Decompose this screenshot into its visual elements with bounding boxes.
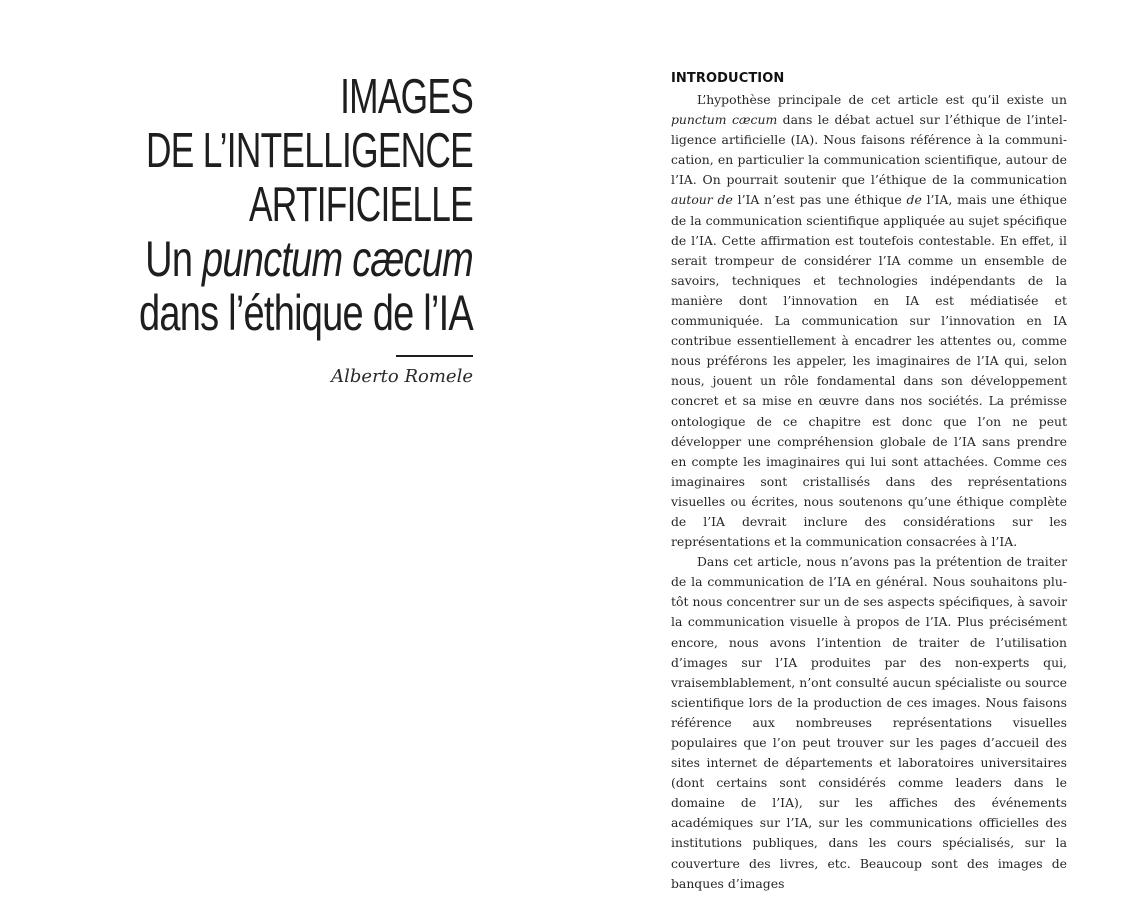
p1-text-c: l’IA n’est pas une éthique	[732, 192, 907, 208]
p1-text-b: dans le débat actuel sur l’éthique de l’intelligence artificielle (IA). Nous faisons référence à la communication, en particulier la communication scientifique, autour de l’IA. On pourrait soutenir que l’éthique de la communication	[671, 112, 1068, 188]
chapter-title-line-3: ARTIFICIELLE	[248, 178, 473, 232]
chapter-title-block	[13, 70, 473, 340]
chapter-title-line-2: DE L’INTELLIGENCE	[146, 124, 473, 178]
right-page	[671, 70, 1067, 894]
subtitle-prefix: Un	[145, 231, 202, 287]
section-heading: INTRODUCTION	[671, 71, 785, 86]
p1-text-a: L’hypothèse principale de cet article est qu’il existe un	[697, 92, 1067, 107]
p1-italic-b: autour de	[671, 192, 733, 208]
p1-italic-c: de	[906, 192, 922, 208]
p1-text-d: l’IA, mais une éthique de la communication scientifique appliquée au sujet spécifique de l’IA. Cette affirmation est toutefois contestable. En effet, il serait trompeur de considérer l’IA comme un ensemble de savoirs, techniques et technologies indépendants de la manière dont l’innovation en IA est médiatisée et communiquée. La communication sur l’innovation en IA contribue essentiellement à encadrer les attentes ou, comme nous préférons les appeler, les imaginaires de l’IA qui, selon nous, jouent un rôle fondamental dans son développement concret et sa mise en œuvre dans nos sociétés. La prémisse ontologique de ce chapitre est donc que l’on ne peut développer une compréhension globale de l’IA sans prendre en compte les imaginaires qui lui sont attachées. Comme ces imaginaires sont cristallisés dans des représentations visuelles ou écrites, nous soutenons qu’une éthique complète de l’IA devrait inclure des considérations sur les représentations et la communication consacrées à l’IA.	[671, 192, 1067, 550]
body-paragraph-2: Dans cet article, nous n’avons pas la prétention de traiter de la communication de l’IA en général. Nous souhaitons plutôt nous concentrer sur un de ses aspects spécifiques, à savoir la communication visuelle à propos de l’IA. Plus précisément encore, nous avons l’intention de traiter de l’utilisation d’images sur l’IA produites par des non-experts qui, vraisemblablement, n’ont consulté aucun spécialiste ou source scientifique lors de la production de ces images. Nous faisons référence aux nombreuses représentations visuelles populaires que l’on peut trouver sur les pages d’accueil des sites internet de départements et laboratoires universitaires (dont certains sont considérés comme leaders dans le domaine de l’IA), sur les affiches des événements académiques sur l’IA, sur les communications officielles des institutions publiques, dans les cours spécialisés, sur la couverture des livres, etc. Beaucoup sont des images de banques d’images	[671, 554, 1067, 891]
author-name: Alberto Romele	[331, 366, 473, 387]
title-divider	[396, 355, 473, 357]
chapter-subtitle-line-2: dans l’éthique de l’IA	[139, 285, 473, 341]
p1-italic-a: punctum cæcum	[671, 112, 778, 128]
chapter-title-line-1: IMAGES	[340, 70, 473, 124]
body-paragraph-1	[671, 90, 1067, 552]
chapter-subtitle-line-1	[123, 232, 473, 286]
subtitle-italic-latin: punctum cæcum	[201, 231, 473, 287]
